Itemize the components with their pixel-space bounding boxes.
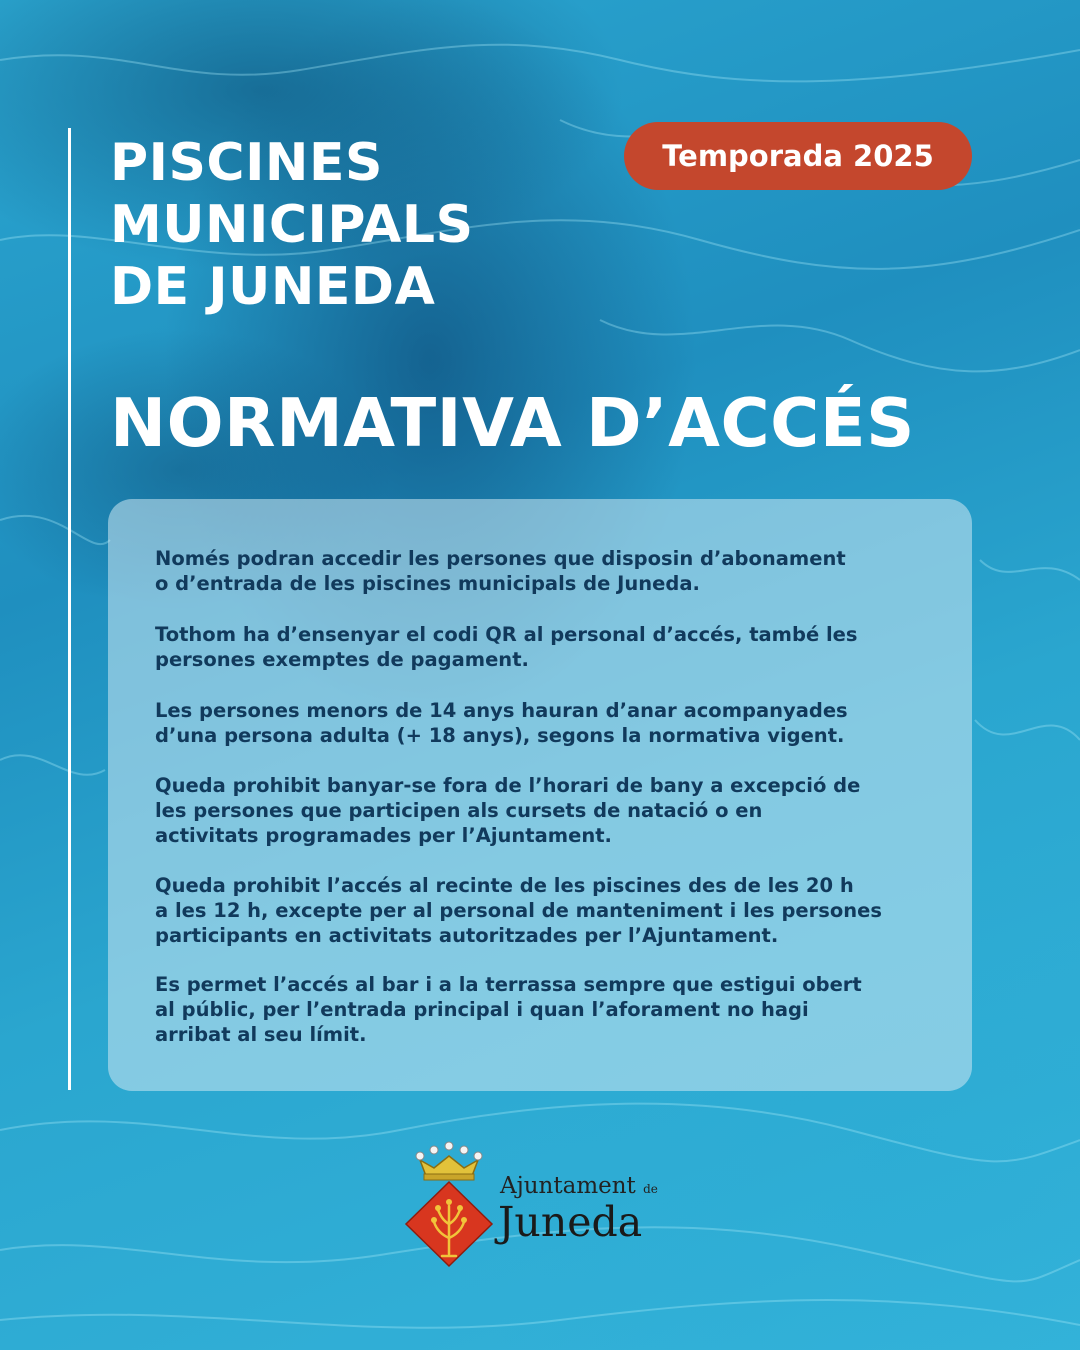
rule-6-line-2: al públic, per l’entrada principal i quan l’aforament no hagi	[155, 998, 809, 1021]
rule-paragraph-3	[155, 698, 955, 748]
logo-line-1: Ajuntament	[500, 1173, 636, 1199]
rule-6-line-1: Es permet l’accés al bar i a la terrassa sempre que estigui obert	[155, 973, 862, 996]
decorative-vertical-line	[68, 128, 71, 1090]
rule-5-line-3: participants en activitats autoritzades per l’Ajuntament.	[155, 924, 779, 947]
rule-6-line-3: arribat al seu límit.	[155, 1023, 367, 1046]
rule-3-line-1: Les persones menors de 14 anys hauran d’anar acompanyades	[155, 699, 848, 722]
logo-de: de	[643, 1182, 658, 1196]
rule-3-line-2: d’una persona adulta (+ 18 anys), segons la normativa vigent.	[155, 724, 845, 747]
venue-title-line-1: PISCINES	[110, 133, 383, 193]
rule-4-line-3: activitats programades per l’Ajuntament.	[155, 824, 612, 847]
rule-4-line-1: Queda prohibit banyar-se fora de l’horari de bany a excepció de	[155, 774, 861, 797]
venue-title-line-3: DE JUNEDA	[110, 257, 436, 317]
rule-5-line-2: a les 12 h, excepte per al personal de manteniment i les persones	[155, 899, 882, 922]
rule-paragraph-2	[155, 622, 955, 672]
season-badge: Temporada 2025	[624, 122, 972, 190]
rule-paragraph-1	[155, 546, 955, 596]
rule-5-line-1: Queda prohibit l’accés al recinte de les piscines des de les 20 h	[155, 874, 854, 897]
rule-paragraph-5	[155, 873, 955, 948]
rule-1-line-1: Només podran accedir les persones que disposin d’abonament	[155, 547, 846, 570]
page-title: NORMATIVA D’ACCÉS	[110, 384, 915, 462]
rule-paragraph-6	[155, 972, 955, 1047]
rule-2-line-1: Tothom ha d’ensenyar el codi QR al personal d’accés, també les	[155, 623, 858, 646]
venue-title	[110, 132, 530, 318]
logo-text-juneda: Juneda	[498, 1198, 643, 1246]
rule-2-line-2: persones exemptes de pagament.	[155, 648, 529, 671]
crown-icon	[416, 1142, 482, 1180]
rule-paragraph-4	[155, 773, 955, 848]
rule-1-line-2: o d’entrada de les piscines municipals de Juneda.	[155, 572, 700, 595]
rule-4-line-2: les persones que participen als cursets de natació o en	[155, 799, 763, 822]
venue-title-line-2: MUNICIPALS	[110, 195, 474, 255]
logo-text-ajuntament	[500, 1173, 658, 1199]
